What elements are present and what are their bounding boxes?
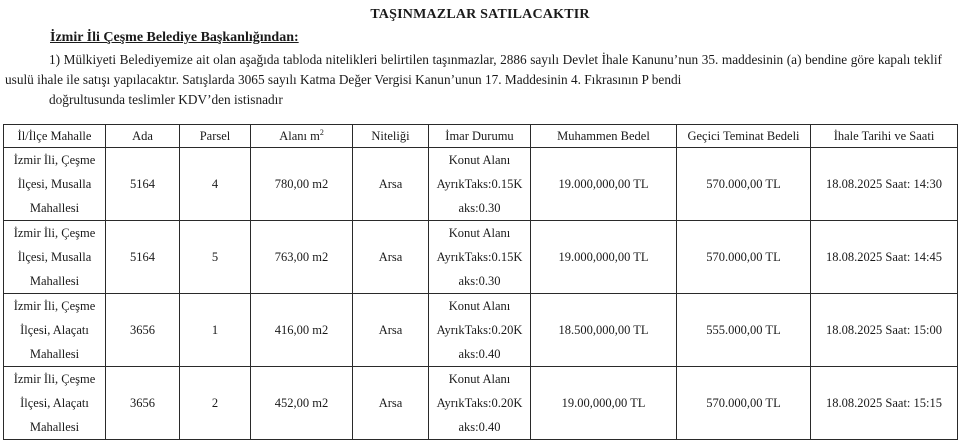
cell-nature: Arsa (353, 148, 429, 221)
table-row (4, 294, 958, 367)
location-line: İlçesi, Musalla (17, 177, 92, 191)
intro-paragraph (5, 50, 942, 110)
location-line: İzmir İli, Çeşme (13, 299, 96, 313)
header-zoning: İmar Durumu (429, 125, 531, 148)
header-estimated-value: Muhammen Bedel (531, 125, 677, 148)
document-title: TAŞINMAZLAR SATILACAKTIR (370, 7, 590, 22)
property-table (3, 124, 958, 440)
header-area-sup: 2 (319, 127, 324, 137)
cell-location (4, 148, 106, 221)
cell-zoning (429, 221, 531, 294)
zoning-line: Konut Alanı (448, 153, 511, 167)
cell-estimated-value: 19.000,000,00 TL (531, 221, 677, 294)
table-header-row (4, 125, 958, 148)
header-auction-datetime: İhale Tarihi ve Saati (811, 125, 958, 148)
zoning-line: AyrıkTaks:0.20K (436, 396, 523, 410)
cell-nature: Arsa (353, 367, 429, 440)
intro-paragraph-end: doğrultusunda teslimler KDV’den istisnadır (49, 92, 283, 107)
zoning-line: AyrıkTaks:0.15K (436, 250, 523, 264)
cell-zoning (429, 148, 531, 221)
table-row (4, 367, 958, 440)
zoning-line: Konut Alanı (448, 226, 511, 240)
location-line: Mahallesi (29, 201, 80, 215)
cell-auction-datetime: 18.08.2025 Saat: 14:30 (811, 148, 958, 221)
location-line: İlçesi, Musalla (17, 250, 92, 264)
header-location: İl/İlçe Mahalle (4, 125, 106, 148)
header-ada: Ada (106, 125, 180, 148)
cell-area: 763,00 m2 (251, 221, 353, 294)
location-line: İlçesi, Alaçatı (20, 396, 89, 410)
table-row (4, 221, 958, 294)
location-line: İzmir İli, Çeşme (13, 372, 96, 386)
cell-estimated-value: 19.000,000,00 TL (531, 148, 677, 221)
cell-area: 780,00 m2 (251, 148, 353, 221)
cell-deposit: 555.000,00 TL (677, 294, 811, 367)
location-line: Mahallesi (29, 420, 80, 434)
cell-estimated-value: 19.00,000,00 TL (531, 367, 677, 440)
intro-paragraph-body: 1) Mülkiyeti Belediyemize ait olan aşağıda tabloda nitelikleri belirtilen taşınmazlar, 2886 sayılı Devlet İhale Kanunu’nun 35. maddesinin (a) bendine göre kapalı teklif usulü ihale ile satışı yapılacaktır. Satışlarda 3065 sayılı Katma Değer Vergisi Kanun’unun 17. Maddesinin 4. Fıkrasının P bendi (5, 52, 942, 87)
header-parsel: Parsel (180, 125, 251, 148)
cell-area: 416,00 m2 (251, 294, 353, 367)
zoning-line: aks:0.40 (458, 347, 501, 361)
cell-nature: Arsa (353, 294, 429, 367)
cell-parsel: 4 (180, 148, 251, 221)
cell-auction-datetime: 18.08.2025 Saat: 14:45 (811, 221, 958, 294)
cell-estimated-value: 18.500,000,00 TL (531, 294, 677, 367)
zoning-line: AyrıkTaks:0.15K (436, 177, 523, 191)
cell-nature: Arsa (353, 221, 429, 294)
cell-ada: 5164 (106, 148, 180, 221)
cell-deposit: 570.000,00 TL (677, 148, 811, 221)
cell-parsel: 5 (180, 221, 251, 294)
location-line: Mahallesi (29, 274, 80, 288)
zoning-line: aks:0.30 (458, 201, 501, 215)
header-area (251, 125, 353, 148)
header-area-label: Alanı m (279, 128, 320, 143)
cell-auction-datetime: 18.08.2025 Saat: 15:15 (811, 367, 958, 440)
cell-zoning (429, 294, 531, 367)
zoning-line: AyrıkTaks:0.20K (436, 323, 523, 337)
header-nature: Niteliği (353, 125, 429, 148)
zoning-line: Konut Alanı (448, 299, 511, 313)
location-line: İlçesi, Alaçatı (20, 323, 89, 337)
location-line: İzmir İli, Çeşme (13, 153, 96, 167)
header-deposit: Geçici Teminat Bedeli (677, 125, 811, 148)
cell-deposit: 570.000,00 TL (677, 367, 811, 440)
cell-area: 452,00 m2 (251, 367, 353, 440)
cell-deposit: 570.000,00 TL (677, 221, 811, 294)
location-line: Mahallesi (29, 347, 80, 361)
cell-ada: 3656 (106, 367, 180, 440)
cell-parsel: 1 (180, 294, 251, 367)
cell-ada: 5164 (106, 221, 180, 294)
cell-parsel: 2 (180, 367, 251, 440)
zoning-line: Konut Alanı (448, 372, 511, 386)
cell-ada: 3656 (106, 294, 180, 367)
issuer-heading: İzmir İli Çeşme Belediye Başkanlığından: (50, 30, 299, 45)
zoning-line: aks:0.40 (458, 420, 501, 434)
location-line: İzmir İli, Çeşme (13, 226, 96, 240)
table-row (4, 148, 958, 221)
cell-zoning (429, 367, 531, 440)
cell-location (4, 367, 106, 440)
cell-location (4, 294, 106, 367)
zoning-line: aks:0.30 (458, 274, 501, 288)
cell-location (4, 221, 106, 294)
cell-auction-datetime: 18.08.2025 Saat: 15:00 (811, 294, 958, 367)
